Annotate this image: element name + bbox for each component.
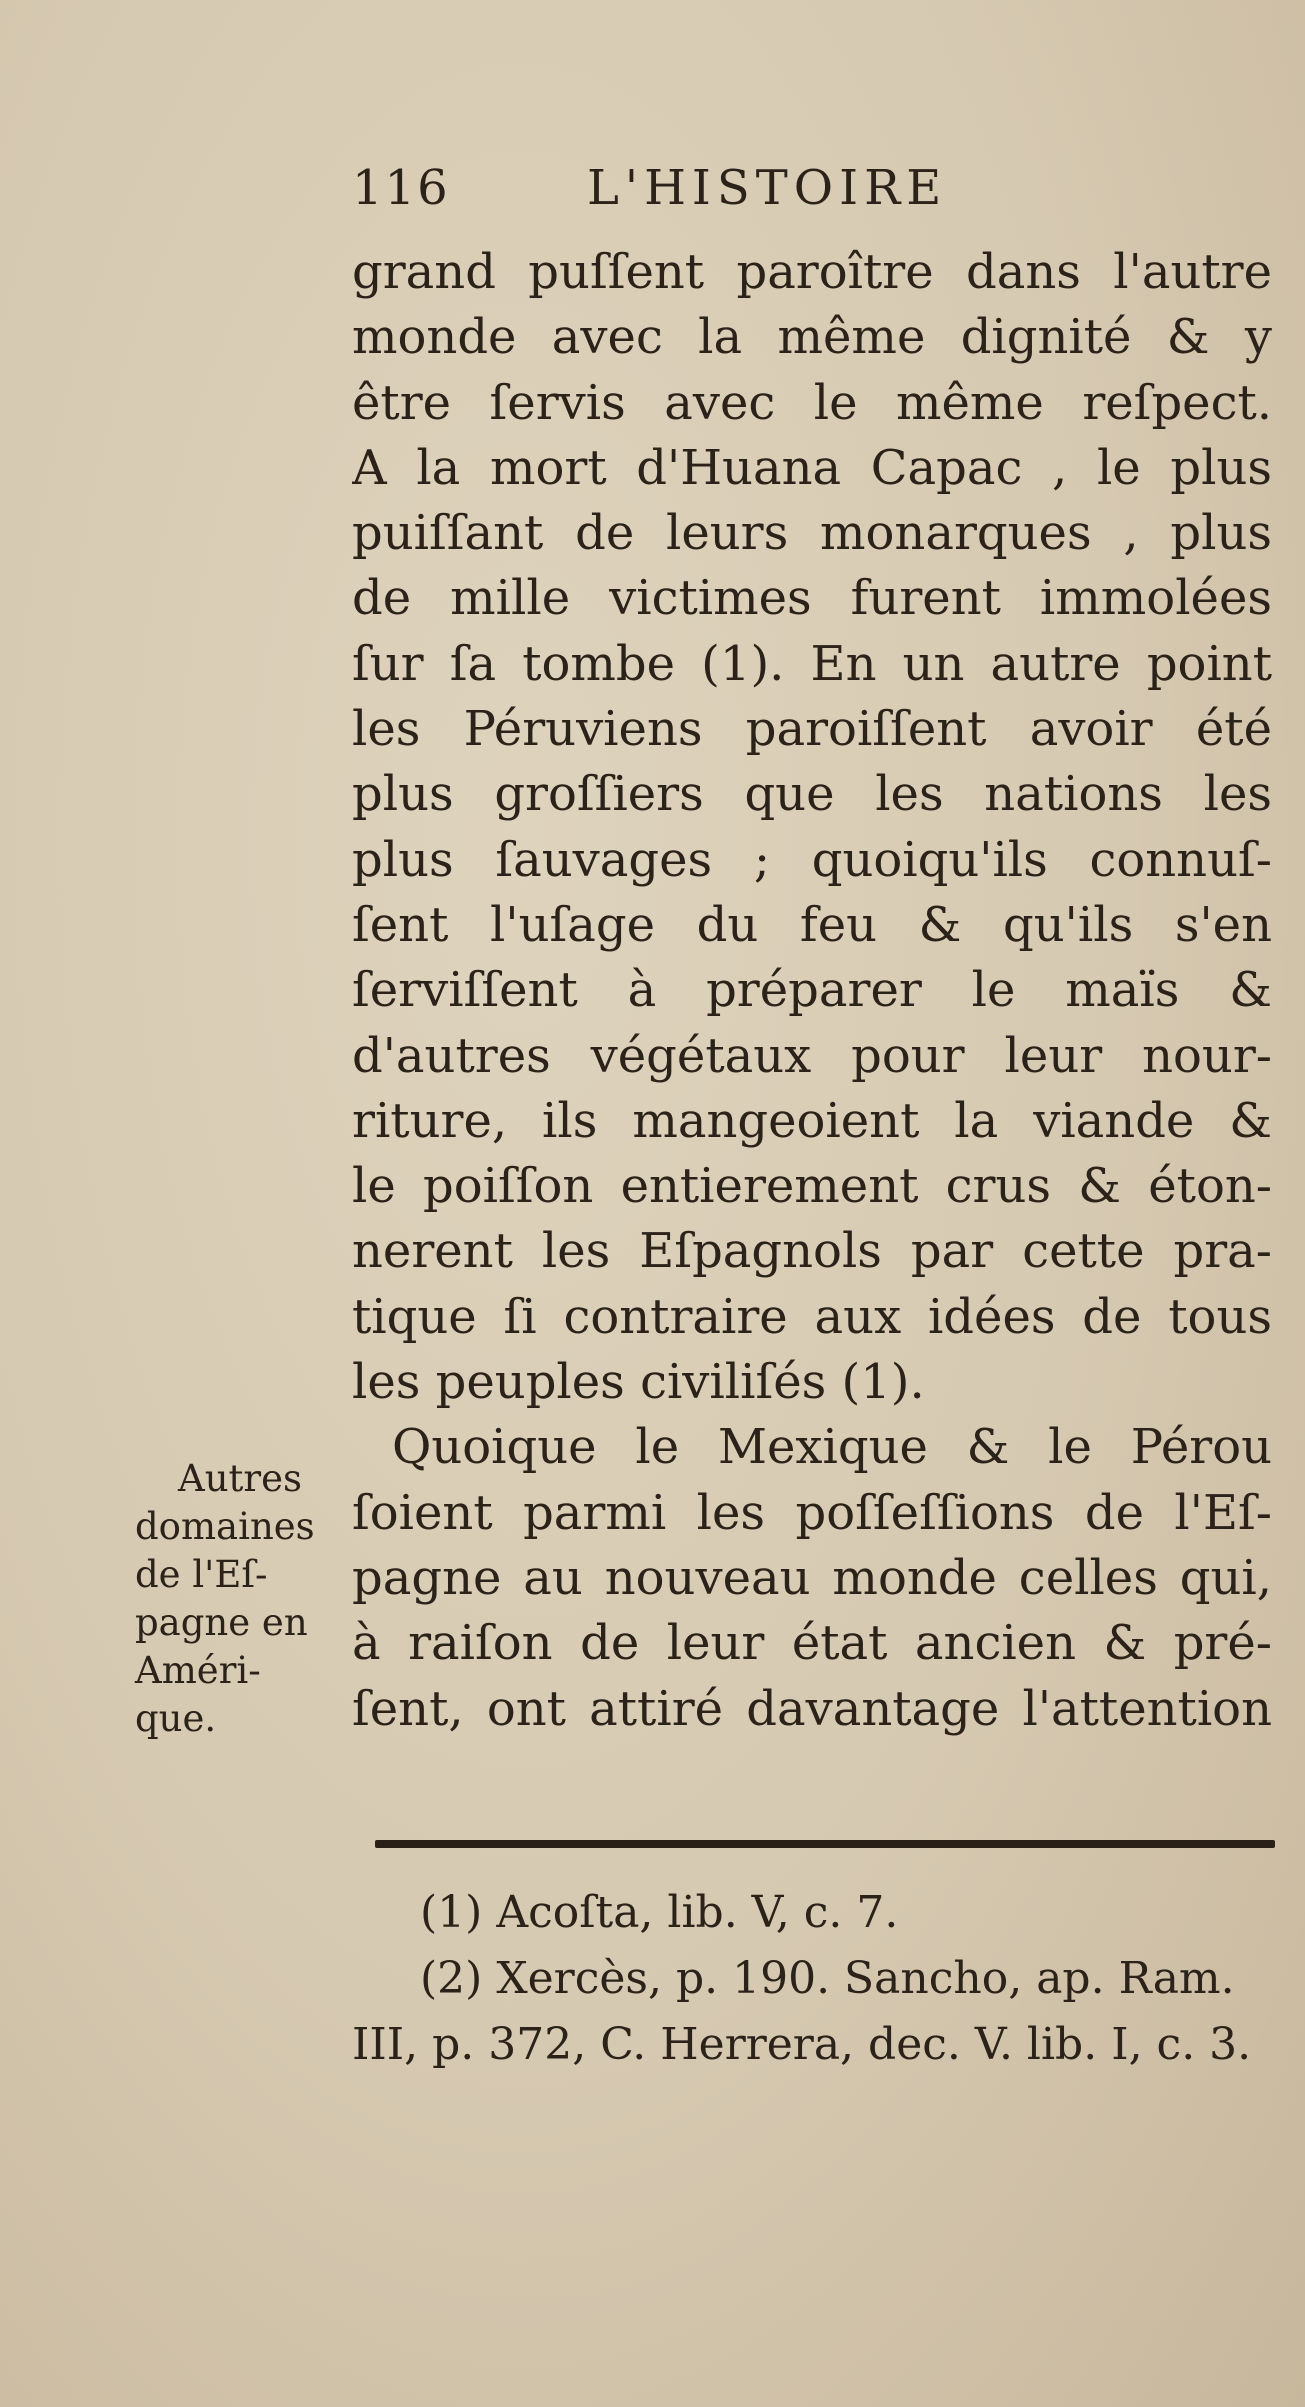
- body-line: plus groſſiers que les nations les: [352, 766, 1272, 823]
- body-line: grand puſſent paroître dans l'autre: [352, 244, 1272, 300]
- body-line: le poiſſon entierement crus & éton-: [352, 1158, 1272, 1215]
- running-head: [352, 160, 1272, 220]
- body-line: ſoient parmi les poſſeſſions de l'Eſ-: [352, 1484, 1272, 1541]
- body-line: ſur ſa tombe (1). En un autre point: [352, 635, 1272, 692]
- margin-note-line: que.: [135, 1697, 217, 1740]
- body-line: à raiſon de leur état ancien & pré-: [352, 1615, 1272, 1672]
- body-line: ſent l'uſage du feu & qu'ils s'en: [352, 896, 1272, 953]
- body-line: ſerviſſent à préparer le maïs &: [352, 962, 1272, 1019]
- running-title: L'HISTOIRE: [587, 160, 948, 216]
- body-line: plus ſauvages ; quoiqu'ils connuſ-: [352, 831, 1272, 888]
- body-line: monde avec la même dignité & y: [352, 309, 1272, 366]
- margin-note-line: Améri-: [135, 1649, 261, 1692]
- margin-note-line: de l'Eſ-: [135, 1553, 268, 1596]
- body-line: les peuples civiliſés (1).: [352, 1354, 925, 1411]
- margin-note-line: pagne en: [135, 1601, 308, 1644]
- body-line: riture, ils mangeoient la viande &: [352, 1092, 1272, 1149]
- footnote-line: (1) Acoſta, lib. V, c. 7.: [420, 1887, 899, 1938]
- body-line: les Péruviens paroiſſent avoir été: [352, 701, 1272, 758]
- body-line: Quoique le Mexique & le Pérou: [392, 1419, 1272, 1476]
- body-line: de mille victimes furent immolées: [352, 570, 1272, 627]
- margin-note: [135, 1455, 345, 1743]
- body-line: ſent, ont attiré davantage l'attention: [352, 1680, 1272, 1737]
- footnote-line: III, p. 372, C. Herrera, dec. V. lib. I, c. 3.: [352, 2019, 1252, 2070]
- body-line: A la mort d'Huana Capac , le plus: [352, 439, 1272, 496]
- body-line: puiſſant de leurs monarques , plus: [352, 505, 1272, 562]
- body-line: tique ſi contraire aux idées de tous: [352, 1288, 1272, 1345]
- body-line: être ſervis avec le même reſpect.: [352, 374, 1272, 431]
- margin-note-line: domaines: [135, 1505, 315, 1548]
- footnote-line: (2) Xercès, p. 190. Sancho, ap. Ram.: [420, 1953, 1235, 2004]
- footnote-rule: [375, 1840, 1275, 1848]
- page-number: 116: [352, 160, 450, 216]
- margin-note-line: Autres: [178, 1457, 302, 1500]
- body-line: d'autres végétaux pour leur nour-: [352, 1027, 1272, 1084]
- body-text: [352, 240, 1272, 1742]
- footnotes: [352, 1880, 1272, 2078]
- body-line: nerent les Eſpagnols par cette pra-: [352, 1223, 1272, 1280]
- body-line: pagne au nouveau monde celles qui,: [352, 1549, 1272, 1606]
